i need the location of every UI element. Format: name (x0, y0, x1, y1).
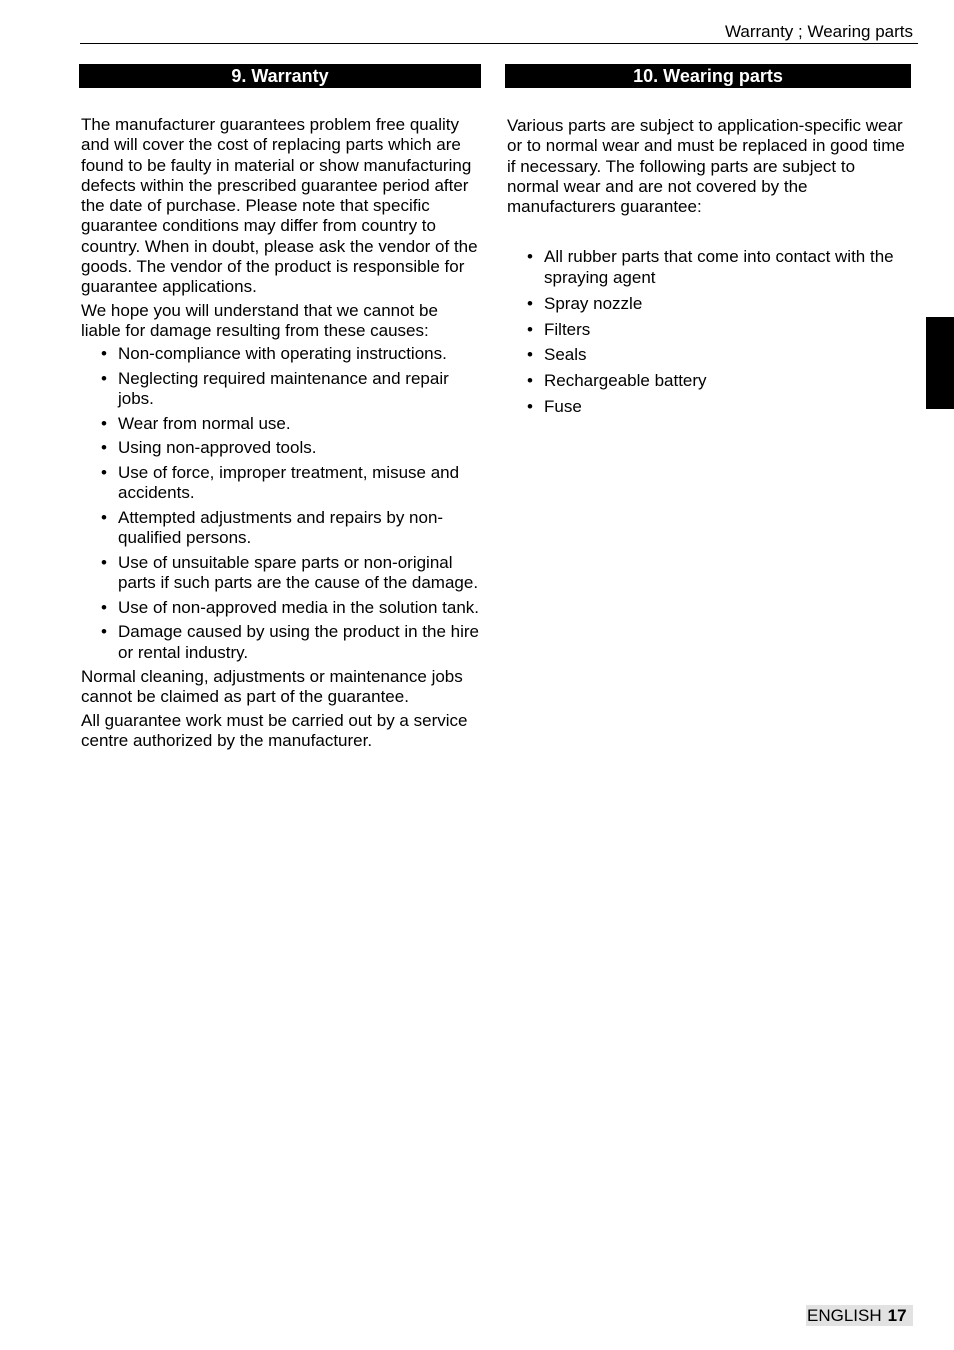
running-header: Warranty ; Wearing parts (724, 22, 913, 41)
bullet-icon: • (101, 507, 107, 527)
list-item: • Spray nozzle (527, 293, 643, 313)
warranty-note-cleaning: Normal cleaning, adjustments or maintenance jobs cannot be claimed as part of the guarantee. (81, 667, 463, 707)
bullet-icon: • (527, 247, 533, 267)
list-item: • Use of unsuitable spare parts or non-original parts if such parts are the cause of the damage. (101, 552, 479, 593)
bullet-icon: • (527, 397, 533, 417)
warranty-intro: The manufacturer guarantees problem free quality and will cover the cost of replacing parts which are found to be faulty in material or show manufacturing defects within the prescribed guarantee period after the date of purchase. Please note that specific guarantee conditions may differ from country to country. When in doubt, please ask the vendor of the goods. The vendor of the product is responsible for guarantee applications. (81, 115, 478, 297)
list-item: • Attempted adjustments and repairs by non-qualified persons. (101, 507, 444, 548)
wearing-parts-section (507, 116, 911, 423)
bullet-icon: • (527, 345, 533, 365)
warranty-causes-list (81, 344, 481, 663)
warranty-note-service: All guarantee work must be carried out by a service centre authorized by the manufacturer. (81, 710, 468, 750)
list-item: • Non-compliance with operating instructions. (101, 344, 447, 364)
list-item: • Fuse (527, 397, 582, 417)
warranty-causes-intro: We hope you will understand that we cannot be liable for damage resulting from these causes: (81, 300, 438, 340)
bullet-icon: • (101, 552, 107, 572)
page-number: 17 (887, 1306, 907, 1325)
warranty-section (81, 115, 481, 754)
list-item: • Wear from normal use. (101, 413, 291, 433)
list-item: • All rubber parts that come into contact with the spraying agent (527, 247, 894, 287)
list-item: • Filters (527, 319, 591, 339)
list-item: • Use of force, improper treatment, misuse and accidents. (101, 462, 460, 503)
bullet-icon: • (527, 293, 533, 313)
header-rule (80, 43, 918, 44)
list-item: • Using non-approved tools. (101, 438, 317, 458)
list-item: • Seals (527, 345, 587, 365)
bullet-icon: • (101, 462, 107, 482)
chapter-thumb-tab (926, 317, 954, 409)
wearing-parts-list (507, 247, 911, 417)
page-footer (806, 1305, 913, 1326)
wearing-parts-intro: Various parts are subject to application-specific wear or to normal wear and must be replaced in good time if necessary. The following parts are subject to normal wear and are not covered by the manufacturers guarantee: (507, 116, 905, 217)
bullet-icon: • (101, 597, 107, 617)
wearing-parts-heading: 10. Wearing parts (505, 64, 911, 88)
bullet-icon: • (101, 344, 107, 364)
bullet-icon: • (101, 438, 107, 458)
list-item: • Rechargeable battery (527, 371, 707, 391)
bullet-icon: • (101, 413, 107, 433)
bullet-icon: • (101, 622, 107, 642)
warranty-heading: 9. Warranty (79, 64, 481, 88)
list-item: • Damage caused by using the product in the hire or rental industry. (101, 622, 480, 662)
list-item: • Neglecting required maintenance and repair jobs. (101, 368, 449, 409)
bullet-icon: • (527, 319, 533, 339)
footer-language: ENGLISH (807, 1306, 882, 1325)
list-item: • Use of non-approved media in the solution tank. (101, 597, 480, 617)
bullet-icon: • (101, 368, 107, 388)
bullet-icon: • (527, 371, 533, 391)
